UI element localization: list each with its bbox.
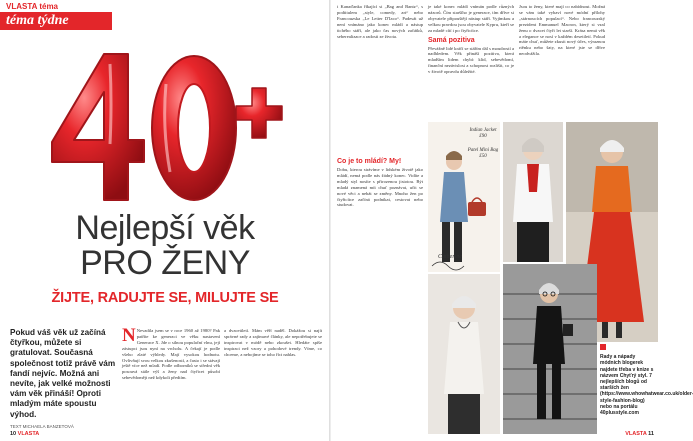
balloon-plus-sign	[236, 88, 282, 138]
headline-line-2: PRO ŽENY	[80, 244, 250, 282]
photo-woman-pearls	[428, 274, 500, 434]
article-column-5: Jsou to ženy, které mají co nabídnout. Možná se vám také vybaví nové módní přílohy „stárnoucích populací“. Nebo francouzský prezident Emmanuel Macron, který si vzal ženu o dvacet čtyři let starší. Krása nemá věk a elegance se nosí v každém desetiletí. Pokud máte chuť, můžete zkusit nový účes, výraznou rtěnku nebo šaty, na které jste se dříve neodvážila.	[519, 4, 605, 57]
balloon-digit-four	[52, 54, 144, 200]
caption-text: Rady a nápady módních blogerek najdete třeba v knize s názvem Chyťrý styl. 7 nejlepších blogů od starších žen (https://www.whowhatwear.co.uk/older-style-fashion-blog) nebo na portálu 40plusstyle.com	[600, 354, 693, 417]
jacket-price-label: Indian Jacket £90	[469, 128, 497, 139]
woman-pearls-illustration	[428, 274, 500, 434]
photo-woman-white-blouse	[503, 122, 563, 262]
section-tag	[0, 2, 120, 30]
collage-illustration	[428, 122, 500, 272]
headline-subtitle: ŽIJTE, RADUJTE SE, MILUJTE SE	[51, 290, 279, 306]
article-column-4: je také konec mládí vnímán podle různých názorů. Čím staršího je generace, tím dříve si obyvatele připouštějí nástup stáří. Vyjímkou a velkou pravdou jsou obyvatele Kypru, kteří se za mladé cítí i po čtyřicítce. Samá pozitiva Převážně lidé kráčí se stářím dál s moudrostí a nadhledem. Věk přináší pozitiva, která mladším lidem chybí: klid, sebevědomí, finanční nezávislost a schopnost rozlišit, co je v životě opravdu důležité.	[428, 4, 514, 75]
photo-fashion-collage	[428, 122, 500, 272]
byline: TEXT MICHAELA BANZETOVÁ	[10, 424, 74, 429]
article-column-3b: Co je to mládí? My! Dobu, kterou strávíme v lidském životě jako mládí, nemá podle nás žádný konec. Vidíte a mladý styl nosíte s přirozenou jistotou. Být mladá znamená mít chuť poznávat, učit se nové věci a nebát se změny. Mnoho žen po čtyřicítce začíná podnikat, cestovat nebo studovat.	[337, 158, 423, 208]
left-page-footer	[10, 431, 39, 437]
bag-price-label: Patel Mini Bag £50	[467, 148, 499, 159]
page-number-left: 10	[10, 431, 17, 437]
section-heading-positives: Samá pozitiva	[428, 36, 475, 44]
topic-label: téma týdne	[0, 12, 112, 30]
right-page-footer	[625, 431, 654, 437]
page-gutter	[329, 0, 331, 441]
woman-white-blouse-illustration	[503, 122, 563, 262]
photo-woman-on-stairs	[503, 264, 597, 434]
magazine-name-left: VLASTA	[17, 431, 40, 437]
signature-text: Catherine	[438, 254, 462, 260]
caption-marker	[600, 344, 606, 350]
section-label: VLASTA téma	[6, 2, 59, 11]
headline-line-1: Nejlepší věk	[75, 209, 255, 247]
lead-paragraph: Pokud váš věk už začíná čtyřkou, můžete si gratulovat. Současná společnost totiž právě vám fandí nejvíc. Možná ani nevíte, jak velké možnosti vám věk přináší! Oproti mladým máte spoustu výhod.	[10, 328, 116, 419]
drop-cap: N	[122, 325, 136, 346]
photo-caption	[600, 344, 693, 417]
section-heading-youth: Co je to mládí? My!	[337, 158, 402, 165]
page-number-right: 11	[648, 431, 654, 437]
article-column-2: a dvacetiletí. Mám věří naděl. Dokážou si najít správné rady a zajímavé články, ale nepotřebujete se inspirovat v módě nebo zkoušet. Hledáte spíše inspiraci než vzory a pohodové trendy. Víme, co chceme, a nebojíme se toho říct nahlas.	[224, 328, 322, 357]
woman-stairs-illustration	[503, 264, 597, 434]
article-column-1: N Nevadila jsem se v roce 1960 až 1980? Pak patříte ke generaci ve věku nastavení Generace X. Jde o silnou populační vlnu, její zástupci jsou nyní na vrcholu. A čekají je podle všeho zlaté výhledy. Mají vysokou hodnotu. Ovlivňují svou velkou zkušeností, a často i se stávají ještě více než mladí. Podle odborníků se střední věk posouvá stále výš a ženy nad čtyřicet působí sebevědoměji než kdykoli předtím.	[122, 325, 220, 381]
balloon-40-plus-illustration	[44, 44, 284, 214]
article-column-3: i Kanaďanka říkající si „Bag and Bantz“, s podtitulem „style, comedy, art“ nebo Francouzska „Le Letter D'Iaco“. Padesát už není vnímáno jako konec mládí a nástup tichého stáří, ale jako čas nových začátků, seberealizace a radosti ze života.	[337, 4, 423, 39]
magazine-name-right: VLASTA	[625, 431, 647, 437]
